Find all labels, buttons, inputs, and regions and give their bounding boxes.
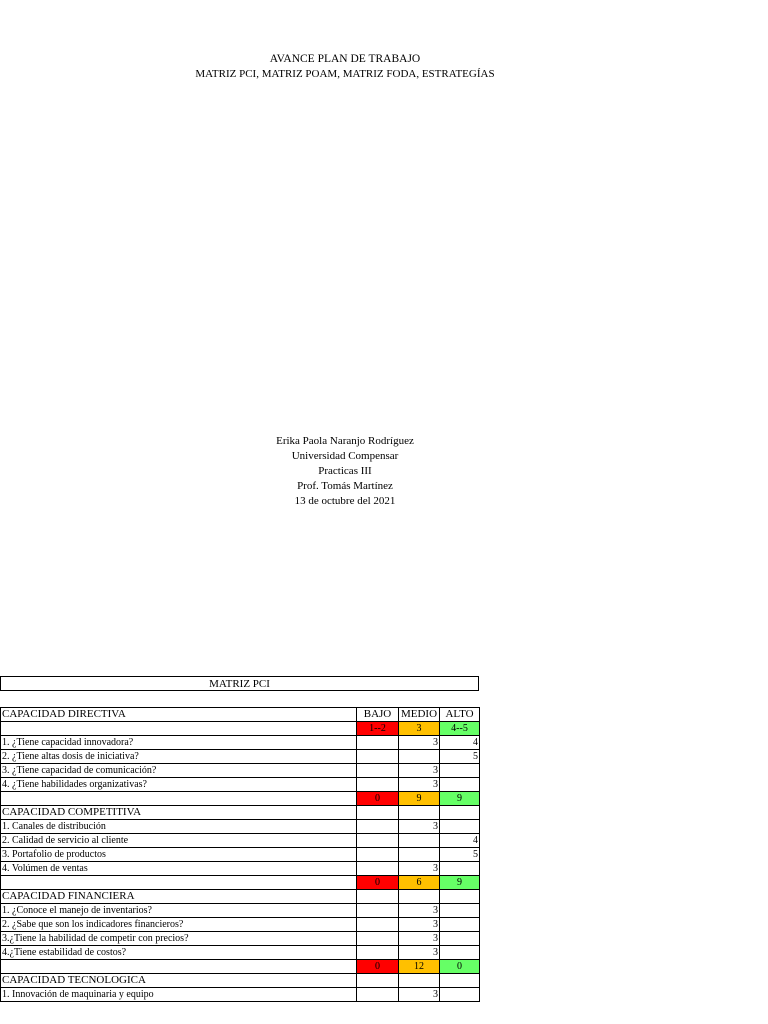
title-block xyxy=(0,52,690,82)
column-header-bajo: BAJO xyxy=(357,708,399,722)
total-bajo: 0 xyxy=(357,792,399,806)
score-alto xyxy=(440,918,480,932)
total-medio: 6 xyxy=(399,876,440,890)
score-alto xyxy=(440,764,480,778)
range-alto: 4--5 xyxy=(440,722,480,736)
section-name: CAPACIDAD FINANCIERA xyxy=(1,890,357,904)
question-cell: 4.¿Tiene estabilidad de costos? xyxy=(1,946,357,960)
empty-cell xyxy=(1,876,357,890)
question-cell: 2. Calidad de servicio al cliente xyxy=(1,834,357,848)
score-medio: 3 xyxy=(399,778,440,792)
section-header-row xyxy=(1,890,480,904)
score-medio: 3 xyxy=(399,932,440,946)
score-bajo xyxy=(357,904,399,918)
professor-name: Prof. Tomás Martínez xyxy=(297,480,393,492)
column-header-alto: ALTO xyxy=(440,708,480,722)
score-bajo xyxy=(357,834,399,848)
question-cell: 2. ¿Sabe que son los indicadores financieros? xyxy=(1,918,357,932)
score-alto xyxy=(440,946,480,960)
empty-cell xyxy=(1,792,357,806)
table-row xyxy=(1,918,480,932)
table-row xyxy=(1,736,480,750)
score-bajo xyxy=(357,918,399,932)
score-alto xyxy=(440,862,480,876)
score-alto: 4 xyxy=(440,834,480,848)
score-alto xyxy=(440,820,480,834)
score-bajo xyxy=(357,778,399,792)
author-name: Erika Paola Naranjo Rodríguez xyxy=(276,435,414,447)
table-row xyxy=(1,764,480,778)
empty-cell xyxy=(440,974,480,988)
total-alto: 0 xyxy=(440,960,480,974)
empty-cell xyxy=(399,890,440,904)
empty-cell xyxy=(1,960,357,974)
score-alto xyxy=(440,932,480,946)
total-medio: 9 xyxy=(399,792,440,806)
table-row xyxy=(1,946,480,960)
document-title: AVANCE PLAN DE TRABAJO xyxy=(269,53,421,65)
table-row xyxy=(1,988,480,1002)
score-medio: 3 xyxy=(399,946,440,960)
pci-matrix-table xyxy=(0,707,480,1002)
score-medio: 3 xyxy=(399,736,440,750)
score-alto: 5 xyxy=(440,848,480,862)
range-medio: 3 xyxy=(399,722,440,736)
section-name: CAPACIDAD COMPETITIVA xyxy=(1,806,357,820)
university-name: Universidad Compensar xyxy=(291,450,399,462)
author-block xyxy=(0,434,690,509)
table-row xyxy=(1,820,480,834)
document-date: 13 de octubre del 2021 xyxy=(294,495,396,507)
course-name: Practicas III xyxy=(318,465,372,477)
section-name: CAPACIDAD TECNOLOGICA xyxy=(1,974,357,988)
table-row xyxy=(1,932,480,946)
score-medio xyxy=(399,834,440,848)
question-cell: 3.¿Tiene la habilidad de competir con precios? xyxy=(1,932,357,946)
score-medio: 3 xyxy=(399,988,440,1002)
section-header-row xyxy=(1,708,480,722)
table-row xyxy=(1,778,480,792)
question-cell: 1. ¿Tiene capacidad innovadora? xyxy=(1,736,357,750)
score-bajo xyxy=(357,946,399,960)
score-medio: 3 xyxy=(399,820,440,834)
question-cell: 2. ¿Tiene altas dosis de iniciativa? xyxy=(1,750,357,764)
question-cell: 4. Volúmen de ventas xyxy=(1,862,357,876)
section-name: CAPACIDAD DIRECTIVA xyxy=(1,708,357,722)
total-alto: 9 xyxy=(440,792,480,806)
empty-cell xyxy=(357,890,399,904)
question-cell: 4. ¿Tiene habilidades organizativas? xyxy=(1,778,357,792)
question-cell: 1. Innovación de maquinaria y equipo xyxy=(1,988,357,1002)
total-medio: 12 xyxy=(399,960,440,974)
empty-cell xyxy=(1,722,357,736)
totals-row xyxy=(1,876,480,890)
question-cell: 1. ¿Conoce el manejo de inventarios? xyxy=(1,904,357,918)
table-row xyxy=(1,750,480,764)
score-bajo xyxy=(357,988,399,1002)
empty-cell xyxy=(399,806,440,820)
score-medio xyxy=(399,750,440,764)
totals-row xyxy=(1,792,480,806)
score-alto xyxy=(440,988,480,1002)
score-bajo xyxy=(357,750,399,764)
score-medio: 3 xyxy=(399,764,440,778)
matrix-title: MATRIZ PCI xyxy=(0,676,479,691)
table-row xyxy=(1,862,480,876)
question-cell: 3. Portafolio de productos xyxy=(1,848,357,862)
range-row xyxy=(1,722,480,736)
total-bajo: 0 xyxy=(357,876,399,890)
empty-cell xyxy=(357,806,399,820)
score-bajo xyxy=(357,862,399,876)
empty-cell xyxy=(440,890,480,904)
score-medio xyxy=(399,848,440,862)
empty-cell xyxy=(357,974,399,988)
score-medio: 3 xyxy=(399,862,440,876)
score-alto xyxy=(440,778,480,792)
table-row xyxy=(1,834,480,848)
score-bajo xyxy=(357,736,399,750)
table-row xyxy=(1,904,480,918)
empty-cell xyxy=(399,974,440,988)
range-bajo: 1--2 xyxy=(357,722,399,736)
score-alto xyxy=(440,904,480,918)
score-bajo xyxy=(357,820,399,834)
table-row xyxy=(1,848,480,862)
column-header-medio: MEDIO xyxy=(399,708,440,722)
total-alto: 9 xyxy=(440,876,480,890)
totals-row xyxy=(1,960,480,974)
section-header-row xyxy=(1,974,480,988)
score-medio: 3 xyxy=(399,918,440,932)
total-bajo: 0 xyxy=(357,960,399,974)
question-cell: 1. Canales de distribución xyxy=(1,820,357,834)
score-alto: 5 xyxy=(440,750,480,764)
document-subtitle: MATRIZ PCI, MATRIZ POAM, MATRIZ FODA, ESTRATEGÍAS xyxy=(195,68,495,80)
score-alto: 4 xyxy=(440,736,480,750)
score-bajo xyxy=(357,848,399,862)
empty-cell xyxy=(440,806,480,820)
score-bajo xyxy=(357,764,399,778)
section-header-row xyxy=(1,806,480,820)
score-bajo xyxy=(357,932,399,946)
score-medio: 3 xyxy=(399,904,440,918)
question-cell: 3. ¿Tiene capacidad de comunicación? xyxy=(1,764,357,778)
